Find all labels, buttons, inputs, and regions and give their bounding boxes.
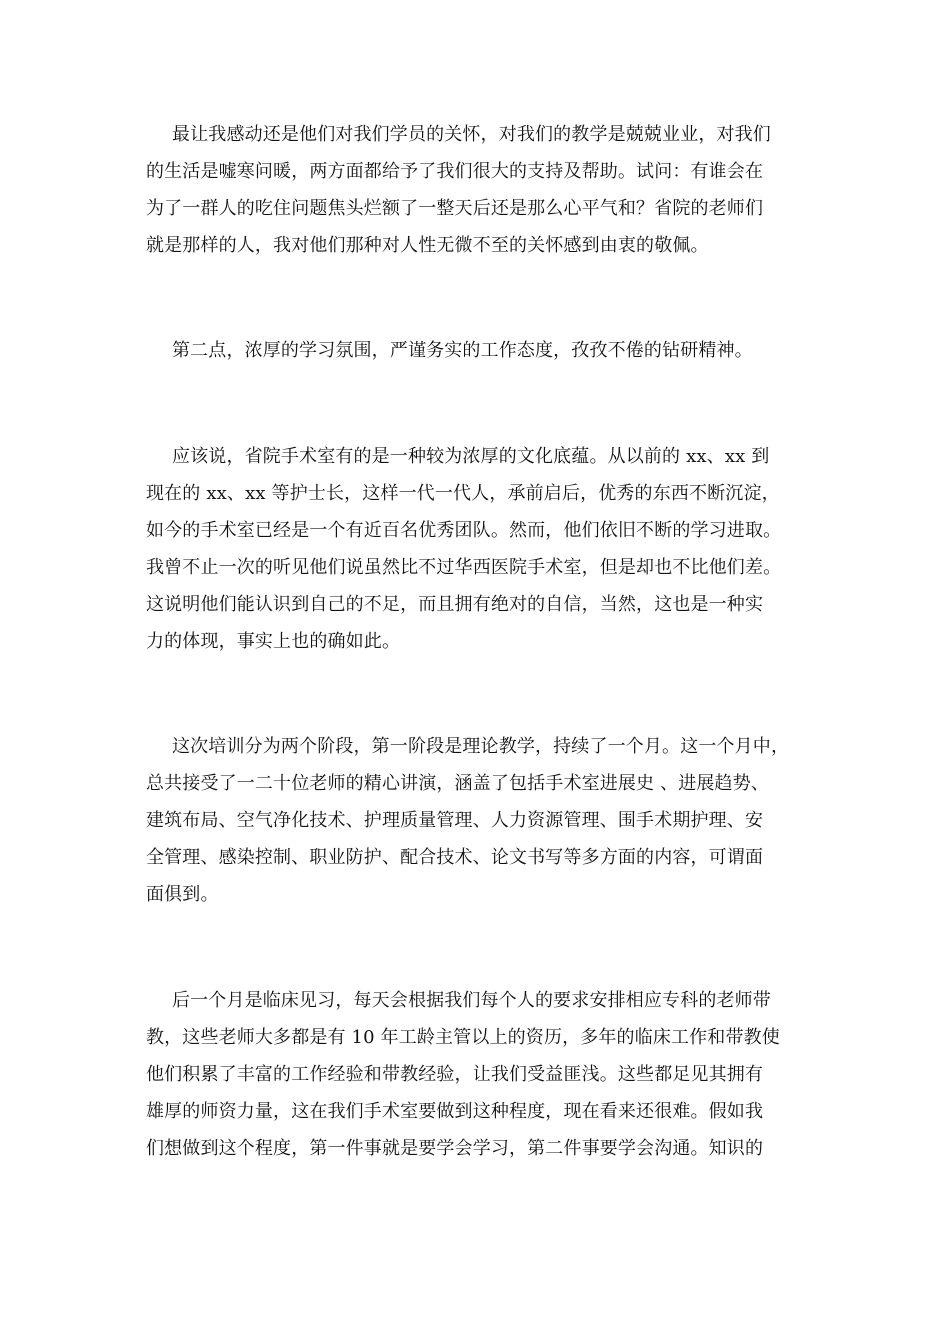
- paragraph-2-line-1: 第二点，浓厚的学习氛围，严谨务实的工作态度，孜孜不倦的钻研精神。: [172, 340, 753, 361]
- paragraph-5-line-4: 雄厚的师资力量，这在我们手术室要做到这种程度，现在看来还很难。假如我: [146, 1101, 764, 1122]
- paragraph-1-line-3: 为了一群人的吃住问题焦头烂额了一整天后还是那么心平气和？省院的老师们: [146, 198, 764, 219]
- paragraph-1-line-2: 的生活是嘘寒问暖，两方面都给予了我们很大的支持及帮助。试问：有谁会在: [146, 161, 764, 182]
- paragraph-1-line-4: 就是那样的人，我对他们那种对人性无微不至的关怀感到由衷的敬佩。: [146, 235, 709, 256]
- paragraph-3-line-1: 应该说，省院手术室有的是一种较为浓厚的文化底蕴。从以前的 xx、xx 到: [172, 446, 770, 467]
- paragraph-4-line-1: 这次培训分为两个阶段，第一阶段是理论教学，持续了一个月。这一个月中，: [172, 736, 790, 757]
- paragraph-3-line-5: 这说明他们能认识到自己的不足，而且拥有绝对的自信，当然，这也是一种实: [146, 594, 764, 615]
- paragraph-5-line-3: 他们积累了丰富的工作经验和带教经验，让我们受益匪浅。这些都足见其拥有: [146, 1064, 764, 1085]
- paragraph-5-line-5: 们想做到这个程度，第一件事就是要学会学习，第二件事要学会沟通。知识的: [146, 1138, 764, 1159]
- paragraph-3-line-4: 我曾不止一次的听见他们说虽然比不过华西医院手术室，但是却也不比他们差。: [146, 557, 782, 578]
- paragraph-1-line-1: 最让我感动还是他们对我们学员的关怀，对我们的教学是兢兢业业，对我们: [172, 124, 771, 145]
- paragraph-5-line-1: 后一个月是临床见习，每天会根据我们每个人的要求安排相应专科的老师带: [172, 990, 771, 1011]
- paragraph-4-line-3: 建筑布局、空气净化技术、护理质量管理、人力资源管理、围手术期护理、安: [146, 810, 764, 831]
- paragraph-4-line-4: 全管理、感染控制、职业防护、配合技术、论文书写等多方面的内容，可谓面: [146, 847, 764, 868]
- paragraph-4-line-2: 总共接受了一二十位老师的精心讲演，涵盖了包括手术室进展史 、进展趋势、: [146, 773, 769, 794]
- paragraph-3-line-6: 力的体现，事实上也的确如此。: [146, 631, 401, 652]
- paragraph-3-line-2: 现在的 xx、xx 等护士长，这样一代一代人，承前启后，优秀的东西不断沉淀，: [146, 483, 780, 504]
- paragraph-3-line-3: 如今的手术室已经是一个有近百名优秀团队。然而，他们依旧不断的学习进取。: [146, 520, 782, 541]
- paragraph-4-line-5: 面俱到。: [146, 884, 219, 905]
- paragraph-5-line-2: 教，这些老师大多都是有 10 年工龄主管以上的资历，多年的临床工作和带教使: [146, 1027, 780, 1048]
